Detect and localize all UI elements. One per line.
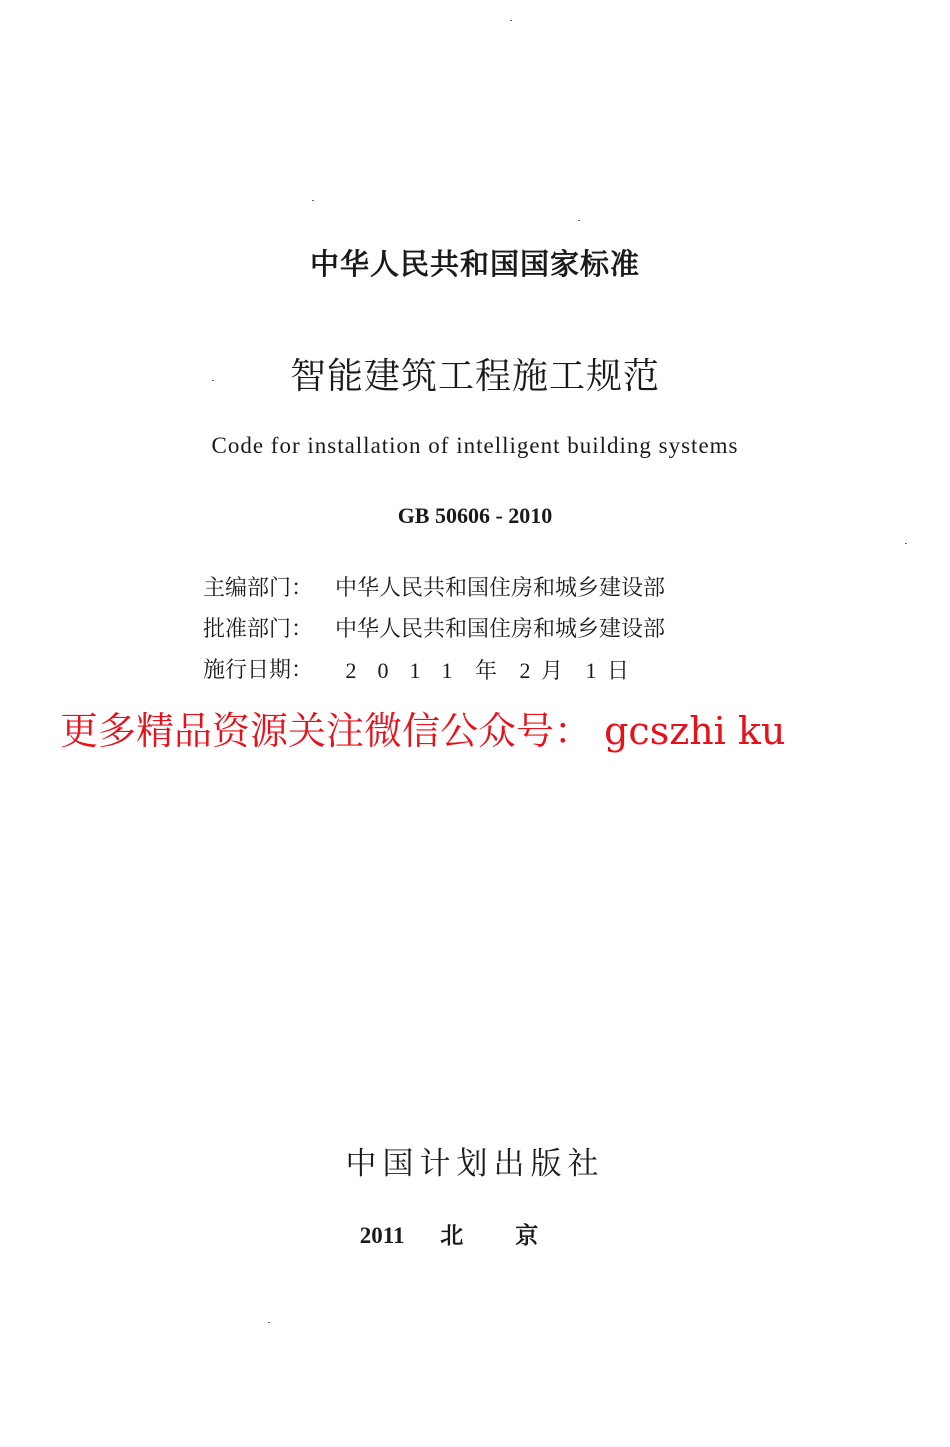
scan-speck [312, 200, 314, 201]
effective-date [335, 650, 641, 692]
effective-date-row [203, 650, 665, 692]
day-unit: 日 [607, 659, 630, 684]
effective-year-digit: 2 [345, 658, 357, 683]
national-standard-heading: 中华人民共和国国家标准 [309, 247, 640, 281]
effective-year-digit: 1 [441, 658, 453, 683]
approver-label: 批准部门： [203, 617, 314, 642]
year-unit: 年 [475, 659, 498, 684]
effective-month: 2 [519, 658, 531, 683]
effective-label: 施行日期： [203, 658, 314, 683]
scan-speck [212, 380, 214, 381]
month-unit: 月 [541, 659, 564, 684]
publication-year: 2011 [359, 1223, 405, 1248]
approver-row [203, 609, 665, 650]
effective-year-digit: 0 [377, 658, 389, 683]
english-title: Code for installation of intelligent building systems [211, 433, 739, 458]
publication-city: 北京 [440, 1223, 591, 1248]
standard-number: GB 50606 - 2010 [397, 503, 553, 528]
effective-day: 1 [585, 658, 597, 683]
promo-watermark: 更多精品资源关注微信公众号： gcszhi ku [60, 709, 786, 753]
metadata-block [203, 568, 665, 692]
scan-speck [510, 20, 512, 21]
effective-year [335, 650, 463, 692]
editor-label: 主编部门： [203, 576, 314, 601]
scan-speck [905, 543, 907, 544]
publisher-name: 中国计划出版社 [345, 1146, 605, 1182]
approver-value: 中华人民共和国住房和城乡建设部 [335, 617, 666, 642]
editor-row [203, 568, 665, 609]
editor-value: 中华人民共和国住房和城乡建设部 [335, 576, 666, 601]
chinese-title: 智能建筑工程施工规范 [289, 356, 660, 397]
effective-year-digit: 1 [409, 658, 421, 683]
scan-speck [268, 1322, 270, 1323]
publication-place-year [0, 1217, 950, 1250]
scan-speck [578, 220, 580, 221]
